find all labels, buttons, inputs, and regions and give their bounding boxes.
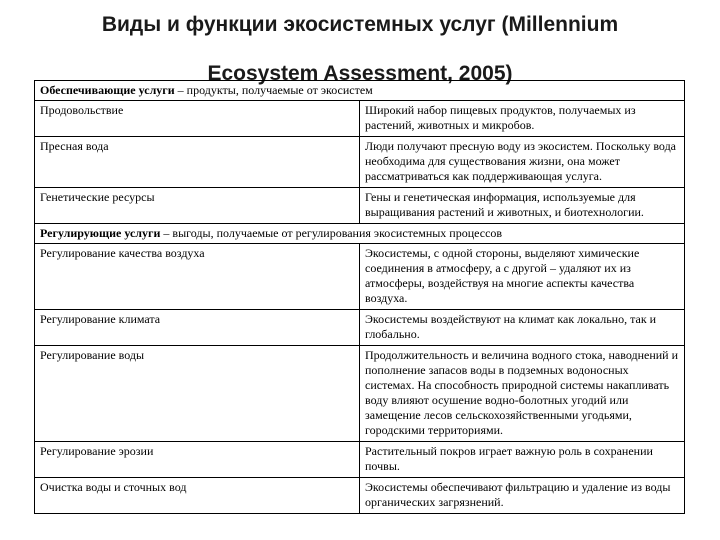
title-line-2: Ecosystem Assessment, 2005) — [207, 62, 513, 85]
title-line-1: Виды и функции экосистемных услуг (Millennium — [101, 13, 619, 36]
section-cell — [35, 81, 685, 101]
table-row — [35, 442, 685, 478]
service-description: Продолжительность и величина водного стока, наводнений и пополнение запасов воды в подземных водоносных системах. На способность природной системы накапливать воду влияют осушение водно-болотных угодий или замещение лесов сельскохозяйственными угодьями, городскими территориями. — [360, 346, 685, 442]
table-row — [35, 310, 685, 346]
table-row — [35, 101, 685, 137]
section-row-regulating — [35, 224, 685, 244]
service-name: Регулирование эрозии — [35, 442, 360, 478]
service-name: Пресная вода — [35, 137, 360, 188]
service-description: Люди получают пресную воду из экосистем. Поскольку вода необходима для существования жизни, она может рассматриваться как поддерживающая услуга. — [360, 137, 685, 188]
section-cell — [35, 224, 685, 244]
service-description: Экосистемы обеспечивают фильтрацию и удаление из воды органических загрязнений. — [360, 478, 685, 514]
table-row — [35, 137, 685, 188]
service-description: Растительный покров играет важную роль в сохранении почвы. — [360, 442, 685, 478]
service-name: Регулирование климата — [35, 310, 360, 346]
section-description: – выгоды, получаемые от регулирования экосистемных процессов — [160, 226, 503, 240]
table-row — [35, 478, 685, 514]
service-description: Широкий набор пищевых продуктов, получаемых из растений, животных и микробов. — [360, 101, 685, 137]
service-name: Очистка воды и сточных вод — [35, 478, 360, 514]
service-name: Генетические ресурсы — [35, 188, 360, 224]
service-description: Экосистемы, с одной стороны, выделяют химические соединения в атмосферу, а с другой – удаляют их из атмосферы, воздействуя на многие аспекты качества воздуха. — [360, 244, 685, 310]
table-row — [35, 346, 685, 442]
section-row-provisioning — [35, 81, 685, 101]
service-description: Гены и генетическая информация, используемые для выращивания растений и животных, и биотехнологии. — [360, 188, 685, 224]
service-name: Продовольствие — [35, 101, 360, 137]
ecosystem-services-table — [34, 80, 685, 514]
service-name: Регулирование качества воздуха — [35, 244, 360, 310]
table-row — [35, 188, 685, 224]
section-description: – продукты, получаемые от экосистем — [174, 83, 373, 97]
section-heading: Регулирующие услуги — [40, 226, 161, 240]
service-name: Регулирование воды — [35, 346, 360, 442]
section-heading: Обеспечивающие услуги — [40, 83, 175, 97]
service-description: Экосистемы воздействуют на климат как локально, так и глобально. — [360, 310, 685, 346]
table-row — [35, 244, 685, 310]
